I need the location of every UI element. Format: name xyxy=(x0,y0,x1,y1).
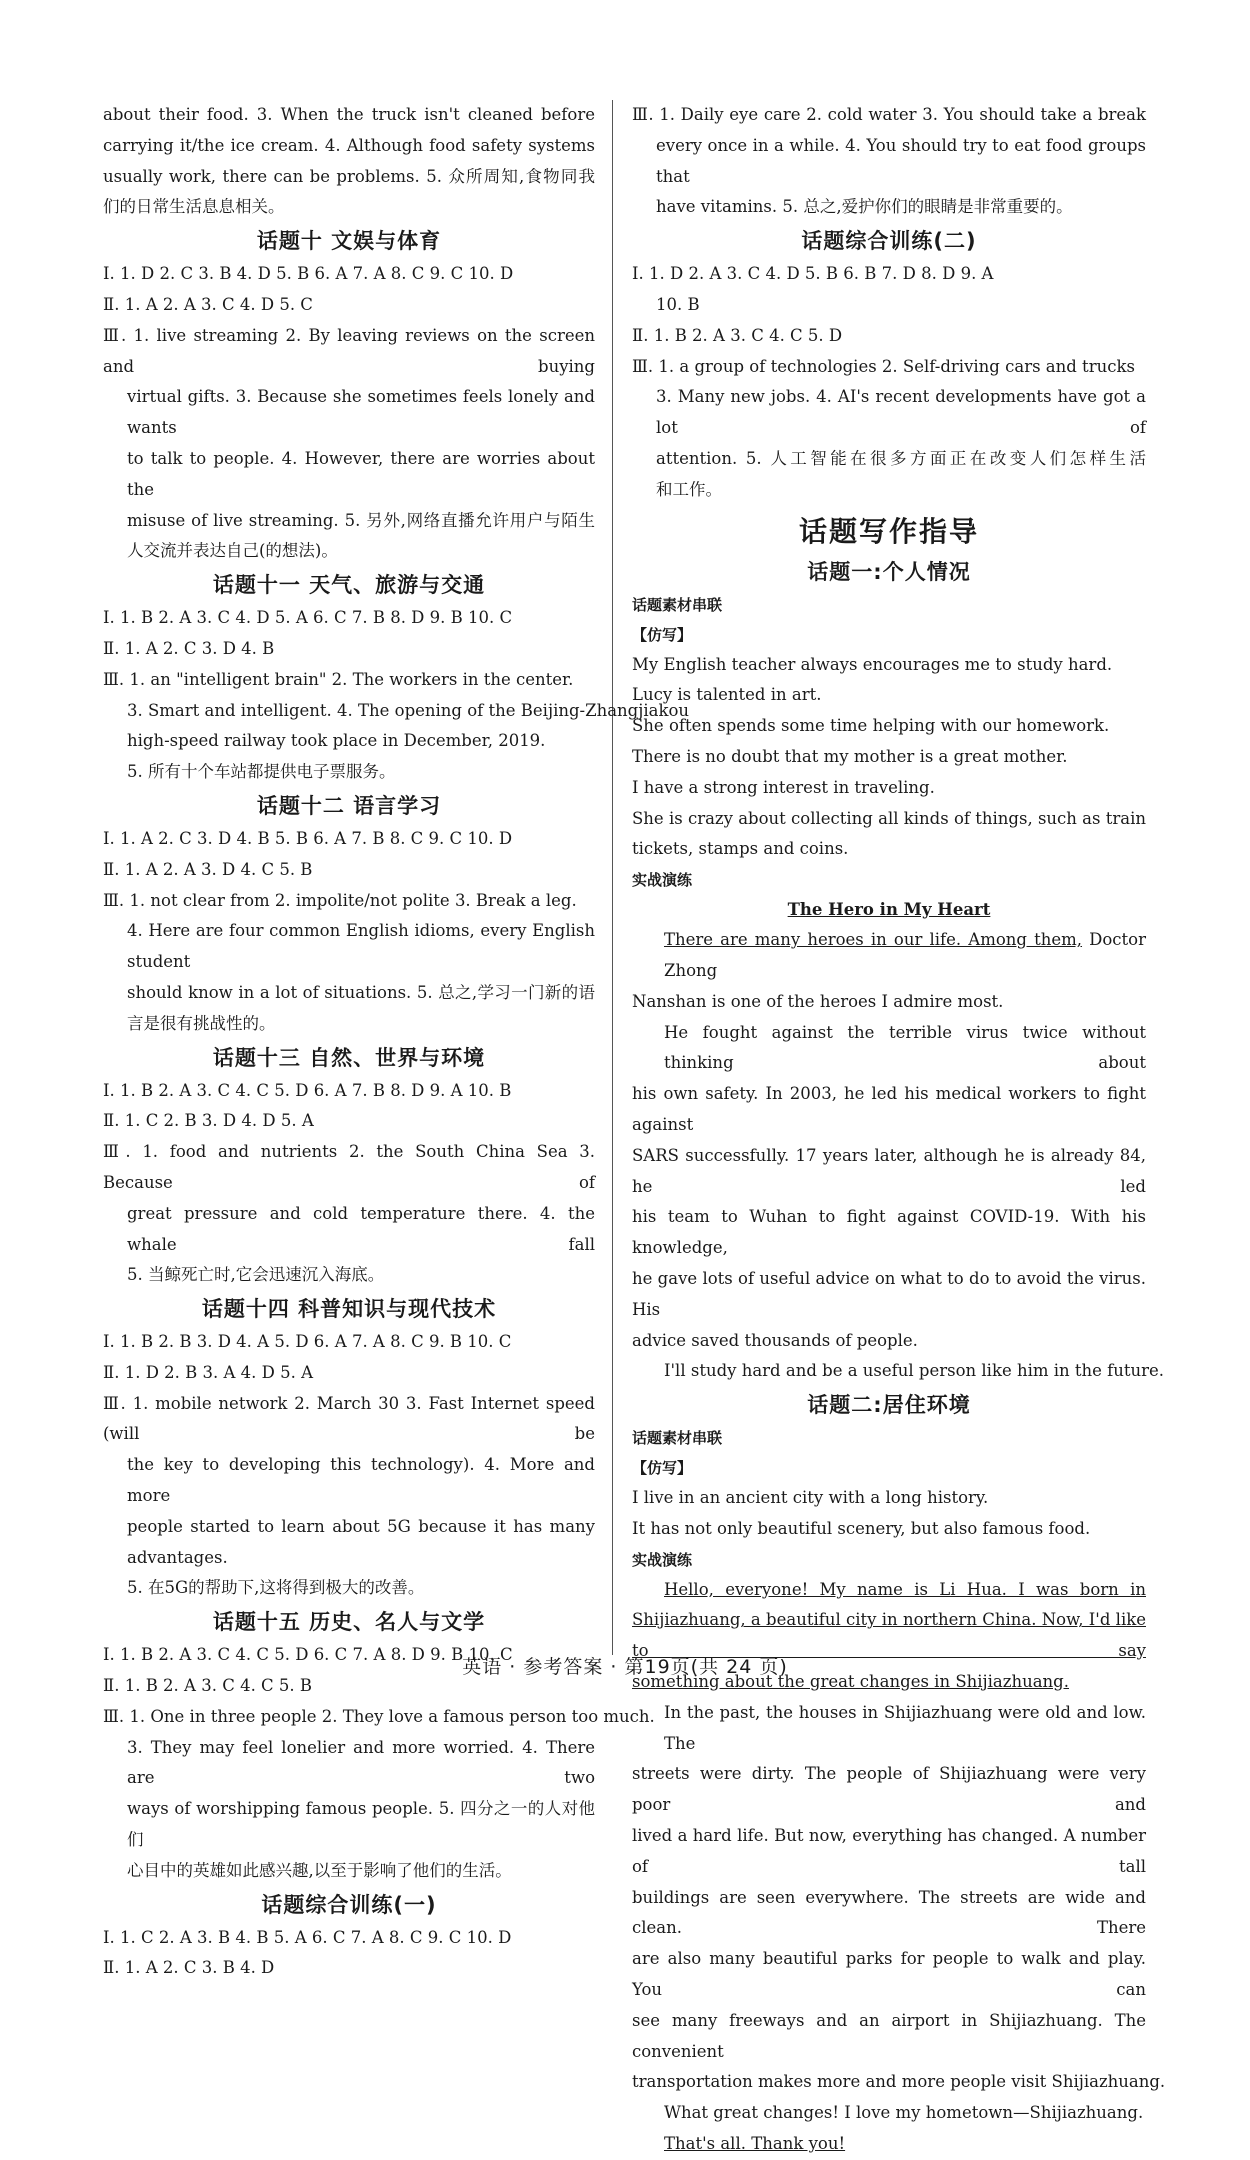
answer-line: 5. 所有十个车站都提供电子票服务。 xyxy=(127,762,396,782)
sentence-line: I have a strong interest in traveling. xyxy=(632,777,935,797)
answer-line: 人交流并表达自己(的想法)。 xyxy=(127,541,338,561)
answer-line: 3. They may feel lonelier and more worried. 4. There are two xyxy=(127,1737,595,1788)
answer-line: 心目中的英雄如此感兴趣,以至于影响了他们的生活。 xyxy=(127,1860,512,1880)
answer-line: ways of worshipping famous people. 5. 四分之一的人对他们 xyxy=(127,1799,595,1850)
text-line: usually work, there can be problems. 5. 众所周知,食物同我 xyxy=(103,166,595,186)
section-title-review1: 话题综合训练(一) xyxy=(261,1892,437,1917)
text-line: about their food. 3. When the truck isn't cleaned before xyxy=(103,105,595,124)
essay-line: He fought against the terrible virus twice without thinking about xyxy=(664,1022,1146,1073)
answer-line: Ⅱ. 1. A 2. C 3. D 4. B xyxy=(103,638,275,658)
answer-line: Ⅲ. 1. an "intelligent brain" 2. The workers in the center. xyxy=(103,669,574,689)
essay-line: he gave lots of useful advice on what to do to avoid the virus. His xyxy=(632,1268,1146,1319)
answer-line: Ⅰ. 1. D 2. A 3. C 4. D 5. B 6. B 7. D 8. D 9. A xyxy=(632,264,994,284)
sentence-line: Lucy is talented in art. xyxy=(632,685,822,705)
essay-closing: That's all. Thank you! xyxy=(664,2134,846,2154)
essay-line: I'll study hard and be a useful person like him in the future. xyxy=(664,1361,1165,1381)
essay-line: are also many beautiful parks for people to walk and play. You can xyxy=(632,1949,1146,2000)
text-line: carrying it/the ice cream. 4. Although food safety systems xyxy=(103,135,595,155)
practice-label: 实战演练 xyxy=(632,871,693,890)
answer-line: Ⅰ. 1. B 2. A 3. C 4. C 5. D 6. A 7. B 8. D 9. A 10. B xyxy=(103,1080,512,1100)
answer-line: Ⅱ. 1. C 2. B 3. D 4. D 5. A xyxy=(103,1111,314,1131)
answer-line: Ⅱ. 1. B 2. A 3. C 4. C 5. D xyxy=(632,325,843,345)
essay-line: his own safety. In 2003, he led his medical workers to fight against xyxy=(632,1084,1146,1134)
section-title-topic15: 话题十五 历史、名人与文学 xyxy=(212,1610,486,1635)
section-title-topic14: 话题十四 科普知识与现代技术 xyxy=(201,1297,497,1322)
sentence-line: She often spends some time helping with our homework. xyxy=(632,716,1110,736)
sentence-line: My English teacher always encourages me to study hard. xyxy=(632,654,1113,674)
essay-text: Doctor Zhong xyxy=(664,930,1146,980)
answer-line: Ⅱ. 1. A 2. C 3. B 4. D xyxy=(103,1958,275,1978)
material-label: 话题素材串联 xyxy=(632,595,723,614)
answer-line: 5. 在5G的帮助下,这将得到极大的改善。 xyxy=(127,1578,425,1598)
answer-line: Ⅱ. 1. D 2. B 3. A 4. D 5. A xyxy=(103,1362,314,1382)
imitate-label: 【仿写】 xyxy=(632,625,693,644)
essay-line: streets were dirty. The people of Shijiazhuang were very poor and xyxy=(632,1764,1146,1815)
answer-line: people started to learn about 5G because it has many advantages. xyxy=(127,1516,595,1567)
essay-line: buildings are seen everywhere. The streets are wide and clean. There xyxy=(632,1887,1146,1938)
material-label: 话题素材串联 xyxy=(632,1429,723,1448)
answer-line: misuse of live streaming. 5. 另外,网络直播允许用户与陌生 xyxy=(127,510,595,530)
answer-line: Ⅰ. 1. C 2. A 3. B 4. B 5. A 6. C 7. A 8. C 9. C 10. D xyxy=(103,1927,512,1947)
writing-guide-title: 话题写作指导 xyxy=(798,514,979,548)
answer-line: Ⅱ. 1. A 2. A 3. C 4. D 5. C xyxy=(103,294,313,314)
practice-label: 实战演练 xyxy=(632,1550,693,1569)
section-title-g2: 话题二:居住环境 xyxy=(807,1393,971,1418)
answer-line: 言是很有挑战性的。 xyxy=(127,1013,276,1033)
sentence-line: There is no doubt that my mother is a great mother. xyxy=(632,746,1068,766)
answer-line: Ⅱ. 1. A 2. A 3. D 4. C 5. B xyxy=(103,859,313,879)
answer-line: Ⅲ. 1. mobile network 2. March 30 3. Fast Internet speed (will be xyxy=(103,1393,595,1444)
answer-line: have vitamins. 5. 总之,爱护你们的眼睛是非常重要的。 xyxy=(656,197,1073,217)
section-title-topic10: 话题十 文娱与体育 xyxy=(256,229,442,254)
answer-line: 3. Smart and intelligent. 4. The opening of the Beijing-Zhangjiakou xyxy=(127,700,690,720)
answer-line: Ⅰ. 1. A 2. C 3. D 4. B 5. B 6. A 7. B 8. C 9. C 10. D xyxy=(103,828,513,848)
sentence-line: tickets, stamps and coins. xyxy=(632,839,849,859)
answer-line: Ⅲ. 1. food and nutrients 2. the South China Sea 3. Because of xyxy=(103,1142,595,1192)
section-title-g1: 话题一:个人情况 xyxy=(807,559,971,584)
text-line: 们的日常生活息息相关。 xyxy=(103,197,285,217)
essay-line: lived a hard life. But now, everything has changed. A number of tall xyxy=(632,1826,1146,1876)
answer-line: Ⅰ. 1. B 2. B 3. D 4. A 5. D 6. A 7. A 8. C 9. B 10. C xyxy=(103,1332,512,1352)
answer-line: to talk to people. 4. However, there are worries about the xyxy=(127,448,595,499)
answer-line: high-speed railway took place in December, 2019. xyxy=(127,731,546,751)
essay-underlined-line: Hello, everyone! My name is Li Hua. I was born in xyxy=(664,1579,1146,1599)
section-title-topic13: 话题十三 自然、世界与环境 xyxy=(212,1045,486,1070)
answer-line: virtual gifts. 3. Because she sometimes feels lonely and wants xyxy=(127,387,595,438)
section-title-topic11: 话题十一 天气、旅游与交通 xyxy=(212,573,486,598)
essay-line: see many freeways and an airport in Shijiazhuang. The convenient xyxy=(632,2010,1146,2061)
essay-underlined: There are many heroes in our life. Among them, xyxy=(664,930,1083,950)
page-footer: 英语 · 参考答案 · 第19页(共 24 页) xyxy=(462,1656,788,1678)
answer-line: 5. 当鲸死亡时,它会迅速沉入海底。 xyxy=(127,1265,385,1285)
essay-line: advice saved thousands of people. xyxy=(632,1330,918,1350)
answer-line: 10. B xyxy=(656,294,700,314)
answer-line: Ⅰ. 1. B 2. A 3. C 4. D 5. A 6. C 7. B 8. D 9. B 10. C xyxy=(103,608,513,628)
answer-line: attention. 5. 人工智能在很多方面正在改变人们怎样生活 xyxy=(656,448,1146,468)
section-title-topic12: 话题十二 语言学习 xyxy=(256,793,442,818)
sentence-line: I live in an ancient city with a long history. xyxy=(632,1488,989,1508)
answer-line: Ⅲ. 1. not clear from 2. impolite/not polite 3. Break a leg. xyxy=(103,890,577,910)
answer-line: Ⅲ. 1. One in three people 2. They love a famous person too much. xyxy=(103,1706,655,1726)
answer-line: Ⅲ. 1. live streaming 2. By leaving reviews on the screen and buying xyxy=(103,325,595,376)
answer-line: great pressure and cold temperature there. 4. the whale fall xyxy=(127,1203,595,1254)
essay-title: The Hero in My Heart xyxy=(787,900,991,920)
essay-underlined-line: Shijiazhuang, a beautiful city in northern China. Now, I'd like to say xyxy=(632,1610,1146,1661)
sentence-line: She is crazy about collecting all kinds of things, such as train xyxy=(632,808,1146,828)
essay-line: his team to Wuhan to fight against COVID-19. With his knowledge, xyxy=(632,1207,1146,1258)
essay-line: What great changes! I love my hometown—Shijiazhuang. xyxy=(664,2103,1144,2123)
essay-line: transportation makes more and more people visit Shijiazhuang. xyxy=(632,2072,1166,2092)
essay-line: In the past, the houses in Shijiazhuang were old and low. The xyxy=(664,1702,1146,1753)
answer-line: 和工作。 xyxy=(656,479,722,499)
column-divider xyxy=(612,100,613,1655)
answer-line: every once in a while. 4. You should try to eat food groups that xyxy=(656,135,1146,186)
answer-line: Ⅲ. 1. a group of technologies 2. Self-driving cars and trucks xyxy=(632,356,1135,376)
answer-line: 4. Here are four common English idioms, every English student xyxy=(127,921,595,972)
answer-line: Ⅰ. 1. D 2. C 3. B 4. D 5. B 6. A 7. A 8. C 9. C 10. D xyxy=(103,264,514,284)
answer-line: the key to developing this technology). 4. More and more xyxy=(127,1455,595,1506)
essay-underlined-line: something about the great changes in Shijiazhuang. xyxy=(632,1672,1069,1692)
essay-line: Nanshan is one of the heroes I admire most. xyxy=(632,991,1004,1011)
sentence-line: It has not only beautiful scenery, but also famous food. xyxy=(632,1518,1091,1538)
essay-line xyxy=(632,925,1146,987)
answer-line: should know in a lot of situations. 5. 总之,学习一门新的语 xyxy=(127,982,595,1002)
answer-line: Ⅲ. 1. Daily eye care 2. cold water 3. You should take a break xyxy=(632,105,1146,124)
imitate-label: 【仿写】 xyxy=(632,1459,693,1478)
answer-line: Ⅰ. 1. B 2. A 3. C 4. C 5. D 6. C 7. A 8. D 9. B 10. C xyxy=(103,1645,513,1665)
answer-line: 3. Many new jobs. 4. AI's recent developments have got a lot of xyxy=(656,387,1146,438)
section-title-review2: 话题综合训练(二) xyxy=(801,229,977,254)
answer-line: Ⅱ. 1. B 2. A 3. C 4. C 5. B xyxy=(103,1676,313,1696)
essay-line: SARS successfully. 17 years later, although he is already 84, he led xyxy=(632,1145,1146,1196)
right-column xyxy=(632,100,1166,2160)
